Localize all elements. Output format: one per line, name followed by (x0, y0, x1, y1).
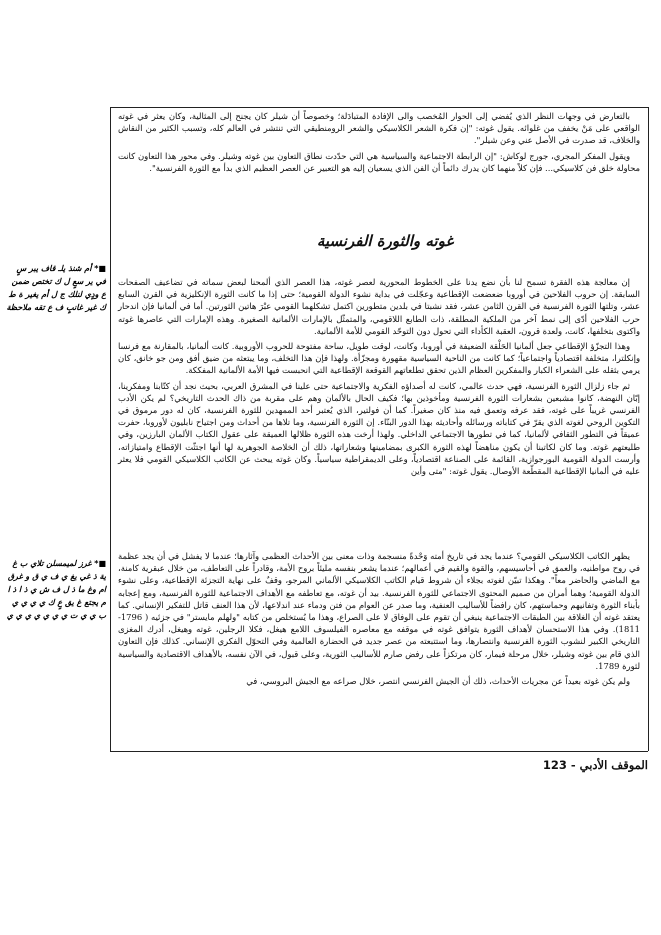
body-paragraph-5: ولم يكن غوته بعيداً عن مجريات الأحداث، ذلك أن الجيش الفرنسي انتصر، خلال صراعه مع الجيش البروسي، في (246, 676, 630, 687)
margin-note-2: ■* غرز لميمسلن تلاي ب غ ية ذ غي يغ ي ف ي ق و غرق ام وغ ما ذ ل ف ش ي ذ ا ذ ا م يجتع غ يق عٍ ك ي ي ي ي ب ي ي ت ي ي ي ي ي ي ي (6, 559, 106, 620)
frame-top-border (110, 107, 648, 108)
footer-label: الموقف الأدبي - (566, 758, 648, 772)
intro-paragraph-1: بالتعارض في وجهات النظر الذي يُفضي إلى الحوار المُخصب والى الإفادة المتبادَلة؛ وخصوصاً أن شيلر كان يجنح إلى المثالية، وكان يعثر في غوته الواقعي على مَنْ يخفف من غلوائه. يقول غوته: "إن فكرة الشعر الكلاسيكي والشعر الرومنطيقي التي تنتشر في العالم كله، وتسبب الكثير من النقاش والخلاف، قد صدرت في الأصل عني وعن شيلر". (118, 111, 640, 146)
section-title: غوته والثورة الفرنسية (316, 232, 454, 250)
intro-paragraph-2: ويقول المفكر المجري، جورج لوكاش: "إن الرابطة الاجتماعية والسياسية هي التي حدّدت نطاق التعاون بين غوته وشيلر. وفي محور هذا التعاون كانت محاولة خلق فن كلاسيكي... فإن كلاً منهما كان يدرك دائماً أن الفن الذي يسعيان إليه هو التعبير عن العصر العظيم الذي بدأ مع الثورة الفرنسية". (118, 150, 640, 173)
frame-left-border (110, 107, 111, 751)
page-number: 123 (542, 758, 567, 772)
body-paragraph-3: ثم جاء زلزال الثورة الفرنسية، فهي حدث عالمي، كانت له أصداؤه الفكرية والاجتماعية حتى علينا في المشرق العربي، بحيث نجد أن كتّابنا ومفكرينا، إبّان النهضة، كانوا مشبعين بشعارات الثورة الفرنسية ومأخوذين بها؛ فكيف الحال بالألمان وهم على مقربة من ذاك الحدث التاريخي؟ لم يكن الأدب الفرنسي غريباً على غوته، فقد عرفه وتعمق فيه منذ كان صغيراً. كما أن فولتير، الذي يُعتبر أحد الممهدين للثورة الفرنسية، كان له دور مرموق في التكوين الروحي لغوته الذي يقرّ في كتاباته ورسائله وأحاديثه بهذا الدور البنّاء. إن الثورة الفرنسية، وما تلاها من أحداث ومن اجتياح نابليون لأوروبا، حفرت عميقاً في التطور الثقافي لألمانيا، كما في تطورها الاجتماعي الداخلي. ولهذا أرخت هذه الثورة ظلالها العميقة على عقول الكتاب الألمان البارزين، وفي طليعتهم غوته. وما كان لكاتبنا أن يكون مناهضاً لهذه الثورة الكبرى بمضامينها وشعاراتها، ذلك أن الخلاصة الجوهرية لها أنها اجتثّت الإقطاع وامتيازاته، وأرست الدولة القومية البورجوازية، القائمة على الصناعة اقتصادياً، وعلى الديمقراطية سياسياً. وكان غوته يبحث عن الكاتب الكلاسيكي القومي فلا يعثر عليه في ألمانيا الإقطاعية المقطّعة الأوصال. يقول غوته: "متى وأين (118, 380, 640, 477)
frame-bottom-border (110, 751, 648, 752)
body-text-block-2 (118, 550, 640, 690)
intro-text-block (118, 110, 640, 177)
body-paragraph-2: وهذا التجزّؤ الإقطاعي جعل ألمانيا الحَلْقة الضعيفة في أوروبا، وكانت، لوقت طويل، ساحة مفتوحة للحروب الأوروبية. كانت ألمانيا، بالمقارنة مع فرنسا وإنكلترا، متخلفة اقتصادياً واجتماعياً؛ كما كانت من الناحية السياسية مقهورة ومجزّأة. ولهذا فإن هذا التخلف، وما يبتعثه من ضيق أفق ومن جو خانق، كان يرمي بثقله على الشعراء الكبار والمفكرين العظام الذين تحقق تطلعاتهم القوقعة الإقطاعية التي انحبست فيها الأمة الألمانية المفككة. (118, 341, 640, 376)
frame-right-border (648, 107, 649, 751)
body-paragraph-4: يظهر الكاتب الكلاسيكي القومي؟ عندما يجد في تاريخ أمته وَحْدةً منسجمة وذات معنى بين الأحداث العظمى وآثارها؛ عندما لا يفشل في أن يجد عظمة في روح مواطنيه، والعمق في أحاسيسهم، والقوة والقيم في أعمالهم؛ عندما يشعر بنفسه مليئاً بروح الأمة، وقادراً على التعاطف، من خلال عبقرية كامنة، مع الماضي والحاضر معاً". وهكذا تبيّن لغوته بجلاء أن شروط قيام الكاتب الكلاسيكي الألماني المرجو، وقفٌ على نهاية التجزئة الإقطاعية، وعلى نشوء الدولة القومية؛ وهما أمران من صميم المحتوى الاجتماعي للثورة الفرنسية. بيد أن غوته، مع تعاطفه مع الأهداف الاجتماعية للثورة الفرنسية، ومع إعجابه بأبناء الثورة وتفانيهم وحماستهم، كان رافضاً للأساليب العنفية، وما صدر عن العوام من فتن ودماء عند اندلاعها، لأن هذا العنف قاتل للتفكير الإنساني. كما يعتقد غوته أن الغلاقة بين الطبقات الاجتماعية ينبغي أن تقوم على الوفاق لا على الصراع، وهذا ما يُستخلص من كتابه "ولهلم مايستر" في جزئيه ( 1796- 1811). وفي هذا الاستحسان لأهداف الثورة يتوافق غوته في موقفه مع معاصره الفيلسوف اللامع هيغل، فكلا الرجلين، غوته وهيغل، أدرك المغزى التاريخي الكبير لنشوب الثورة الفرنسية وانتصارها، وما استتبعته من عصر جديد في الحضارة العالمية وفي التحوّل الفكري الإنساني. كذلك فإن التعاون الذي قام بين غوته وشيلر، خلال مرحلة فيمار، كان مرتكزاً على رفض صارم للأساليب الثورية، وعلى قبول، في الآن نفسه، بالأهداف الاقتصادية والسياسية لثورة 1789. (118, 551, 640, 671)
margin-note-1: ■* أم شنذ يلـ قاف يبر سٍ في ير سعٍ ل ك تختص ضمن ع ودٍي لنلك ج ل أم يغير ة ط ك غير غانبٍ ف ع تقه ملاحظة (6, 264, 106, 312)
page-footer (420, 758, 648, 772)
body-paragraph-1: إن معالجة هذه الفقرة تسمح لنا بأن نضع يدنا على الخطوط المحورية لعصر غوته، هذا العصر الذي ألمحنا لبعض سماته في تضاعيف الصفحات السابقة. إن حروب الفلاحين في أوروبا ضعضعت الإقطاعية وعجّلت في بداية نشوء الدولة القومية؛ حتى إذا ما كانت الثورة الإنكليزية في القرن السابع عشر، وتلتها الثورة الفرنسية في القرن الثامن عشر، فقد نشبتا في بلدين متطورين اكتمل تشكلهما القومي عبْرَ هاتين الثورتين. أما في ألمانيا فإن اندحار حرب الفلاحين أدّى إلى نمط آخر من الملكية المطلقة، ذات الطابع اللاقومي، والمتمثّل بالإمارات الألمانية الصغيرة. وهذه الإمارات التي عاصرها غوته واكتوى بتخلفها، كانت، ولعدة قرون، العقبة الكأداء التي تحول دون التوحّد القومي للأمة الألمانية. (118, 277, 640, 336)
body-text-block-1 (118, 276, 640, 480)
